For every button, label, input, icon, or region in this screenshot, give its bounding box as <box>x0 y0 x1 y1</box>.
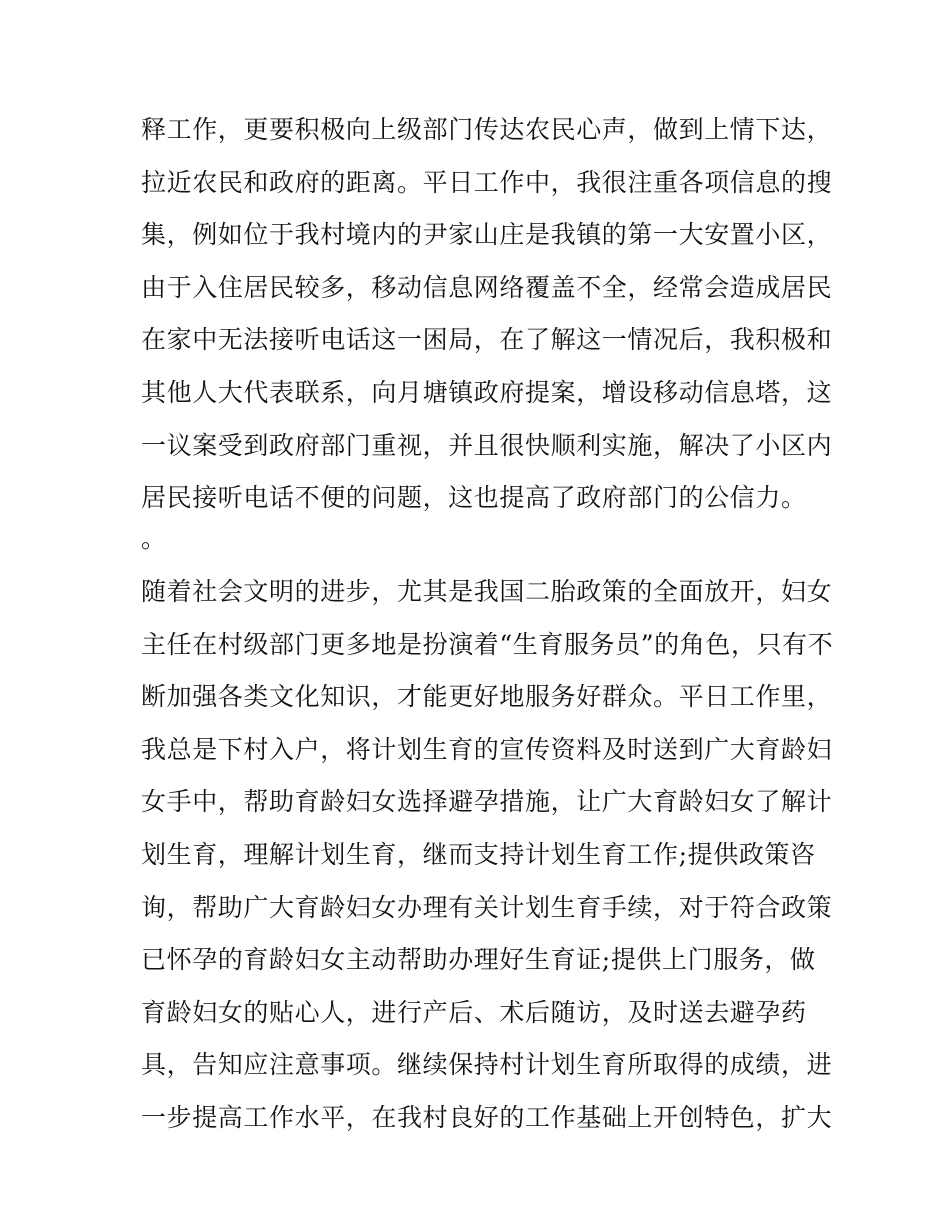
text-line: 断加强各类文化知识，才能更好地服务好群众。平日工作里， <box>141 682 833 712</box>
text-line: 主任在村级部门更多地是扮演着“生育服务员”的角色，只有不 <box>141 629 834 659</box>
text-line: 集，例如位于我村境内的尹家山庄是我镇的第一大安置小区， <box>141 220 833 250</box>
text-line: 其他人大代表联系，向月塘镇政府提案，增设移动信息塔，这 <box>141 377 833 407</box>
text-line: 划生育，理解计划生育，继而支持计划生育工作;提供政策咨 <box>141 839 816 869</box>
text-line: 一步提高工作水平，在我村良好的工作基础上开创特色，扩大 <box>141 1102 833 1132</box>
text-line: 育龄妇女的贴心人，进行产后、术后随访，及时送去避孕药 <box>141 997 807 1027</box>
paragraph-1 <box>141 104 833 525</box>
text-line: 我总是下村入户，将计划生育的宣传资料及时送到广大育龄妇 <box>141 734 833 764</box>
paragraph-2 <box>141 513 821 566</box>
text-line: 在家中无法接听电话这一困局，在了解这一情况后，我积极和 <box>141 325 833 355</box>
text-line: 女手中，帮助育龄妇女选择避孕措施，让广大育龄妇女了解计 <box>141 787 833 817</box>
text-line: 居民接听电话不便的问题，这也提高了政府部门的公信力。 <box>141 483 807 513</box>
text-line: 询，帮助广大育龄妇女办理有关计划生育手续，对于符合政策 <box>141 892 833 922</box>
text-line: 具，告知应注意事项。继续保持村计划生育所取得的成绩，进 <box>141 1050 833 1080</box>
text-line: 一议案受到政府部门重视，并且很快顺利实施，解决了小区内 <box>141 430 833 460</box>
text-line: 已怀孕的育龄妇女主动帮助办理好生育证;提供上门服务，做 <box>141 945 816 975</box>
text-line: 。 <box>141 524 167 553</box>
text-line: 释工作，更要积极向上级部门传达农民心声，做到上情下达， <box>141 115 833 144</box>
text-line: 由于入住居民较多，移动信息网络覆盖不全，经常会造成居民 <box>141 272 833 302</box>
text-line: 随着社会文明的进步，尤其是我国二胎政策的全面放开，妇女 <box>141 577 833 606</box>
paragraph-3 <box>141 566 834 1145</box>
text-line: 拉近农民和政府的距离。平日工作中，我很注重各项信息的搜 <box>141 167 833 197</box>
